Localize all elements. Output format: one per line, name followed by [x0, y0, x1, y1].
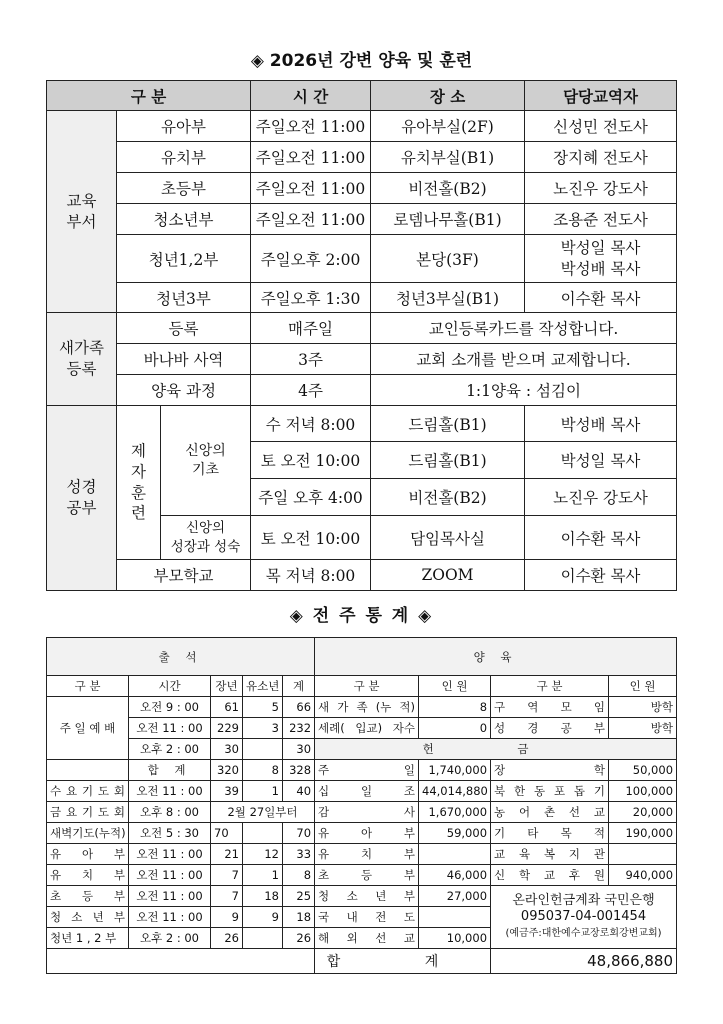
youth-count: 5 — [243, 697, 283, 718]
nurture-item: 구 역 모 임 — [491, 697, 609, 718]
service-time: 오전 11 : 00 — [129, 865, 211, 886]
service-time: 오전 11 : 00 — [129, 886, 211, 907]
meeting-name: 청 소 년 부 — [47, 907, 129, 928]
header-place: 장 소 — [371, 81, 525, 111]
offering-item: 해 외 선 교 — [315, 928, 419, 949]
offering-item: 유 치 부 — [315, 844, 419, 865]
new-family-desc: 교인등록카드를 작성합니다. — [371, 313, 677, 344]
bible-study-time: 주일 오후 4:00 — [251, 479, 371, 516]
adult-count: 21 — [211, 844, 243, 865]
service-time: 오후 2 : 00 — [129, 739, 211, 760]
offering-amount: 50,000 — [609, 760, 677, 781]
edu-dept-label: 교육 부서 — [47, 111, 117, 313]
meeting-name: 수 요 기 도 회 — [47, 781, 129, 802]
edu-dept-minister: 박성일 목사 박성배 목사 — [525, 235, 677, 283]
edu-dept-name: 유아부 — [117, 111, 251, 142]
offering-amount: 10,000 — [419, 928, 491, 949]
offering-item: 유 아 부 — [315, 823, 419, 844]
bible-study-time: 토 오전 10:00 — [251, 516, 371, 560]
total-count: 33 — [283, 844, 315, 865]
offering-amount: 940,000 — [609, 865, 677, 886]
new-family-period: 4주 — [251, 375, 371, 406]
nurture-count: 0 — [419, 718, 491, 739]
offering-item: 감 사 — [315, 802, 419, 823]
total-count: 8 — [283, 865, 315, 886]
new-family-period: 3주 — [251, 344, 371, 375]
youth-count: 18 — [243, 886, 283, 907]
edu-dept-minister: 노진우 강도사 — [525, 173, 677, 204]
offering-amount — [419, 844, 491, 865]
edu-dept-time: 주일오전 11:00 — [251, 173, 371, 204]
edu-dept-name: 청년1,2부 — [117, 235, 251, 283]
attendance-header: 출 석 — [47, 638, 315, 676]
total-count: 66 — [283, 697, 315, 718]
service-time: 오전 11 : 00 — [129, 844, 211, 865]
edu-dept-minister: 장지혜 전도사 — [525, 142, 677, 173]
meeting-name: 새벽기도(누적) — [47, 823, 129, 844]
offering-item: 초 등 부 — [315, 865, 419, 886]
adult-count: 70 — [211, 823, 243, 844]
nurture-header: 양 육 — [315, 638, 677, 676]
grand-total-label: 합 계 — [315, 949, 491, 974]
service-time: 오후 2 : 00 — [129, 928, 211, 949]
bank-name: 온라인헌금계좌 국민은행 — [512, 892, 655, 908]
service-time: 오전 11 : 00 — [129, 718, 211, 739]
edu-dept-time: 주일오후 2:00 — [251, 235, 371, 283]
bible-study-place: 드림홀(B1) — [371, 442, 525, 479]
edu-dept-time: 주일오전 11:00 — [251, 111, 371, 142]
offering-amount: 190,000 — [609, 823, 677, 844]
offering-amount: 1,670,000 — [419, 802, 491, 823]
bible-study-place: 비전홀(B2) — [371, 479, 525, 516]
offering-amount — [609, 844, 677, 865]
faith-basics-label: 신앙의 기초 — [161, 406, 251, 516]
adult-count: 7 — [211, 886, 243, 907]
schedule-title: ◈ 2026년 강변 양육 및 훈련 — [250, 51, 473, 71]
header-category: 구 분 — [47, 81, 251, 111]
offering-amount: 100,000 — [609, 781, 677, 802]
adult-count: 9 — [211, 907, 243, 928]
bible-study-time: 수 저녁 8:00 — [251, 406, 371, 442]
offering-item: 농 어 촌 선 교 — [491, 802, 609, 823]
service-time: 오전 9 : 00 — [129, 697, 211, 718]
parents-school-place: ZOOM — [371, 560, 525, 591]
edu-dept-place: 본당(3F) — [371, 235, 525, 283]
offering-item: 교 육 복 지 관 — [491, 844, 609, 865]
edu-dept-name: 유치부 — [117, 142, 251, 173]
col-header: 구 분 — [315, 676, 419, 697]
col-header: 구 분 — [47, 676, 129, 697]
training-schedule-table — [46, 80, 677, 591]
nurture-count: 방학 — [609, 697, 677, 718]
bible-study-minister: 박성배 목사 — [525, 406, 677, 442]
bible-study-minister: 노진우 강도사 — [525, 479, 677, 516]
col-header: 인 원 — [419, 676, 491, 697]
col-header: 계 — [283, 676, 315, 697]
edu-dept-time: 주일오전 11:00 — [251, 204, 371, 235]
adult-count: 7 — [211, 865, 243, 886]
edu-dept-minister: 신성민 전도사 — [525, 111, 677, 142]
faith-growth-label: 신앙의 성장과 성숙 — [161, 516, 251, 560]
adult-count: 61 — [211, 697, 243, 718]
adult-count: 26 — [211, 928, 243, 949]
offering-item: 청 소 년 부 — [315, 886, 419, 907]
offering-amount — [419, 907, 491, 928]
col-header: 시간 — [129, 676, 211, 697]
service-time: 오전 5 : 30 — [129, 823, 211, 844]
col-header: 인 원 — [609, 676, 677, 697]
parents-school-time: 목 저녁 8:00 — [251, 560, 371, 591]
youth-count: 8 — [243, 760, 283, 781]
nurture-count: 8 — [419, 697, 491, 718]
offering-item: 북 한 동 포 돕 기 — [491, 781, 609, 802]
edu-dept-place: 유아부실(2F) — [371, 111, 525, 142]
bank-account-holder: (예금주:대한예수교장로회강변교회) — [505, 928, 662, 940]
youth-count: 12 — [243, 844, 283, 865]
edu-dept-name: 초등부 — [117, 173, 251, 204]
edu-dept-time: 주일오후 1:30 — [251, 283, 371, 313]
total-count: 328 — [283, 760, 315, 781]
bank-account-number: 095037-04-001454 — [520, 908, 647, 924]
grand-total-value: 48,866,880 — [491, 949, 677, 974]
nurture-item: 세례( 입교) 자수 — [315, 718, 419, 739]
total-count: 18 — [283, 907, 315, 928]
nurture-count: 방학 — [609, 718, 677, 739]
youth-count: 3 — [243, 718, 283, 739]
meeting-name: 청년 1 , 2 부 — [47, 928, 129, 949]
offering-item: 국 내 전 도 — [315, 907, 419, 928]
bible-study-label: 성경 공부 — [47, 406, 117, 591]
adult-count: 229 — [211, 718, 243, 739]
edu-dept-place: 청년3부실(B1) — [371, 283, 525, 313]
new-family-period: 매주일 — [251, 313, 371, 344]
offering-item: 기 타 목 적 — [491, 823, 609, 844]
total-count: 40 — [283, 781, 315, 802]
edu-dept-minister: 조용준 전도사 — [525, 204, 677, 235]
header-time: 시 간 — [251, 81, 371, 111]
offering-amount: 44,014,880 — [419, 781, 491, 802]
bible-study-time: 토 오전 10:00 — [251, 442, 371, 479]
adult-count: 30 — [211, 739, 243, 760]
offering-header: 헌 금 — [315, 739, 677, 760]
edu-dept-place: 유치부실(B1) — [371, 142, 525, 173]
total-count: 70 — [283, 823, 315, 844]
meeting-name: 유 아 부 — [47, 844, 129, 865]
youth-count — [243, 823, 283, 844]
total-count: 232 — [283, 718, 315, 739]
nurture-item: 새 가 족 (누 적) — [315, 697, 419, 718]
offering-amount: 59,000 — [419, 823, 491, 844]
new-family-item: 양육 과정 — [117, 375, 251, 406]
bible-study-minister: 박성일 목사 — [525, 442, 677, 479]
sunday-total-label: 합 계 — [129, 760, 211, 781]
edu-dept-time: 주일오전 11:00 — [251, 142, 371, 173]
meeting-note: 2월 27일부터 — [211, 802, 315, 823]
new-family-item: 바나바 사역 — [117, 344, 251, 375]
offering-amount: 27,000 — [419, 886, 491, 907]
col-header: 구 분 — [491, 676, 609, 697]
service-time: 오전 11 : 00 — [129, 781, 211, 802]
meeting-name: 금 요 기 도 회 — [47, 802, 129, 823]
new-family-item: 등록 — [117, 313, 251, 344]
youth-count — [243, 928, 283, 949]
empty-cell — [47, 949, 315, 974]
offering-amount: 1,740,000 — [419, 760, 491, 781]
offering-item: 주 일 — [315, 760, 419, 781]
total-count: 30 — [283, 739, 315, 760]
offering-item: 장 학 — [491, 760, 609, 781]
empty-cell — [47, 760, 129, 781]
parents-school-minister: 이수환 목사 — [525, 560, 677, 591]
adult-count: 39 — [211, 781, 243, 802]
meeting-name: 유 치 부 — [47, 865, 129, 886]
col-header: 장년 — [211, 676, 243, 697]
youth-count: 1 — [243, 781, 283, 802]
offering-item: 십 일 조 — [315, 781, 419, 802]
online-offering-account — [491, 886, 677, 949]
new-family-desc: 1:1양육 : 섬김이 — [371, 375, 677, 406]
offering-amount: 46,000 — [419, 865, 491, 886]
stats-title: ◈ 전 주 통 계 ◈ — [289, 606, 434, 626]
total-count: 26 — [283, 928, 315, 949]
youth-count — [243, 739, 283, 760]
offering-amount: 20,000 — [609, 802, 677, 823]
discipleship-label: 제 자 훈 련 — [117, 406, 161, 560]
adult-count: 320 — [211, 760, 243, 781]
weekly-stats-table — [46, 637, 677, 974]
edu-dept-place: 비전홀(B2) — [371, 173, 525, 204]
youth-count: 1 — [243, 865, 283, 886]
new-family-desc: 교회 소개를 받으며 교제합니다. — [371, 344, 677, 375]
edu-dept-name: 청소년부 — [117, 204, 251, 235]
edu-dept-name: 청년3부 — [117, 283, 251, 313]
edu-dept-minister: 이수환 목사 — [525, 283, 677, 313]
sunday-service-label: 주 일 예 배 — [47, 697, 129, 760]
header-minister: 담당교역자 — [525, 81, 677, 111]
new-family-label: 새가족 등록 — [47, 313, 117, 406]
service-time: 오후 8 : 00 — [129, 802, 211, 823]
total-count: 25 — [283, 886, 315, 907]
youth-count: 9 — [243, 907, 283, 928]
bible-study-minister: 이수환 목사 — [525, 516, 677, 560]
service-time: 오전 11 : 00 — [129, 907, 211, 928]
meeting-name: 초 등 부 — [47, 886, 129, 907]
nurture-item: 성 경 공 부 — [491, 718, 609, 739]
parents-school-name: 부모학교 — [117, 560, 251, 591]
edu-dept-place: 로뎀나무홀(B1) — [371, 204, 525, 235]
offering-item: 신 학 교 후 원 — [491, 865, 609, 886]
bible-study-place: 드림홀(B1) — [371, 406, 525, 442]
bible-study-place: 담임목사실 — [371, 516, 525, 560]
col-header: 유소년 — [243, 676, 283, 697]
